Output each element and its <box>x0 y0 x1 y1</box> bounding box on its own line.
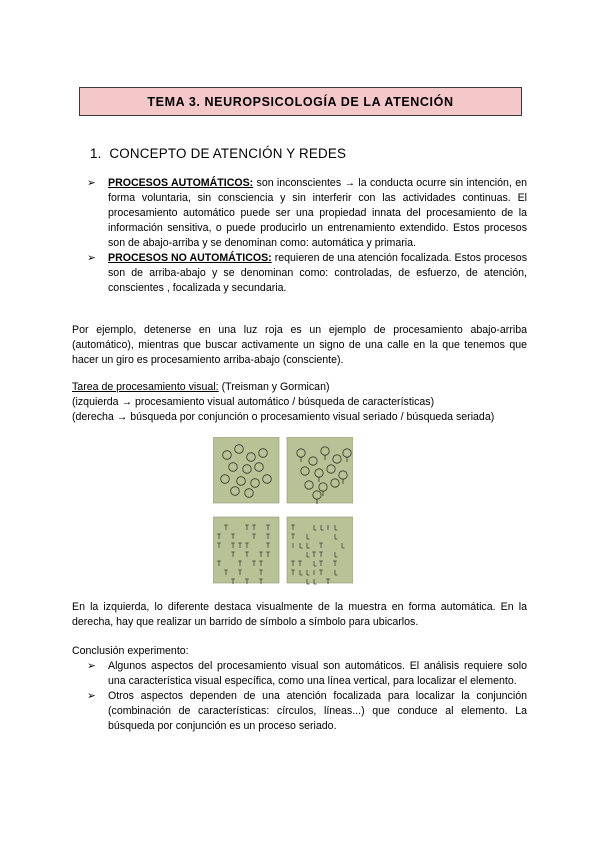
bullet-automatic <box>87 176 527 251</box>
arrowhead-icon: ➢ <box>87 690 96 702</box>
bullet-text: requieren de una atención focalizada. Estos procesos son de arriba-abajo y se denominan como: controladas, de esfuerzo, de atención, conscientes , focalizada y secundaria. <box>108 252 527 294</box>
arrowhead-icon: ➢ <box>87 252 96 264</box>
task-right-note: (derecha → búsqueda por conjunción o procesamiento visual seriado / búsqueda seriada) <box>72 411 495 423</box>
bullet-term: PROCESOS NO AUTOMÁTICOS: <box>108 252 272 264</box>
conclusion-heading: Conclusión experimento: <box>72 645 189 657</box>
task-label: Tarea de procesamiento visual: <box>72 381 219 393</box>
process-bullet-list <box>87 176 527 296</box>
bullet-text: son inconscientes → la conducta ocurre sin intención, en forma voluntaria, sin consciencia y sin interferir con las actividades continuas. El procesamiento automático puede ser una propiedad innata del procesamiento de la información sensitiva, o puede producirlo un entrenamiento extendido. Estos procesos son de abajo-arriba y se denominan como: automática y primaria. <box>108 177 527 249</box>
example-paragraph: Por ejemplo, detenerse en una luz roja es un ejemplo de procesamiento abajo-arriba (automático), mientras que buscar activamente un signo de una calle en la que tenemos que hacer un giro es procesamiento arriba-abajo (consciente). <box>72 324 527 366</box>
conjunction-search-letters-panel <box>287 517 353 584</box>
conclusion-item: ➢ Algunos aspectos del procesamiento visual son automáticos. El análisis requiere solo una característica visual específica, como una línea vertical, para localizar el elemento. <box>87 660 527 687</box>
panel-background <box>213 517 279 583</box>
panel-background <box>287 517 353 583</box>
task-authors: (Treisman y Gormican) <box>218 381 330 393</box>
panel-background <box>287 437 353 503</box>
bullet-non-automatic <box>87 251 527 296</box>
feature-search-letters-panel <box>213 517 279 584</box>
visual-search-figure <box>213 437 353 585</box>
section-heading <box>90 146 346 161</box>
feature-search-circles-panel <box>213 437 279 503</box>
figure-explanation: En la izquierda, lo diferente destaca visualmente de la muestra en forma automática. En la derecha, hay que realizar un barrido de símbolo a símbolo para ubicarlos. <box>72 601 527 628</box>
arrowhead-icon: ➢ <box>87 660 96 672</box>
arrowhead-icon: ➢ <box>87 177 96 189</box>
conclusion-item: ➢ Otros aspectos dependen de una atención focalizada para localizar la conjunción (combinación de características: círculos, líneas...) que conduce al elemento. La búsqueda por conjunción es un proceso seriado. <box>87 690 527 732</box>
section-title: CONCEPTO DE ATENCIÓN Y REDES <box>109 146 347 161</box>
panel-background <box>213 437 279 503</box>
conjunction-search-circles-panel <box>287 437 353 504</box>
page-title: TEMA 3. NEUROPSICOLOGÍA DE LA ATENCIÓN <box>147 94 454 109</box>
task-description <box>72 380 494 425</box>
conclusion-list <box>87 659 527 734</box>
title-box <box>79 87 522 116</box>
task-left-note: (izquierda → procesamiento visual automático / búsqueda de características) <box>72 396 435 408</box>
bullet-term: PROCESOS AUTOMÁTICOS: <box>108 177 254 189</box>
section-number: 1. <box>90 146 102 161</box>
